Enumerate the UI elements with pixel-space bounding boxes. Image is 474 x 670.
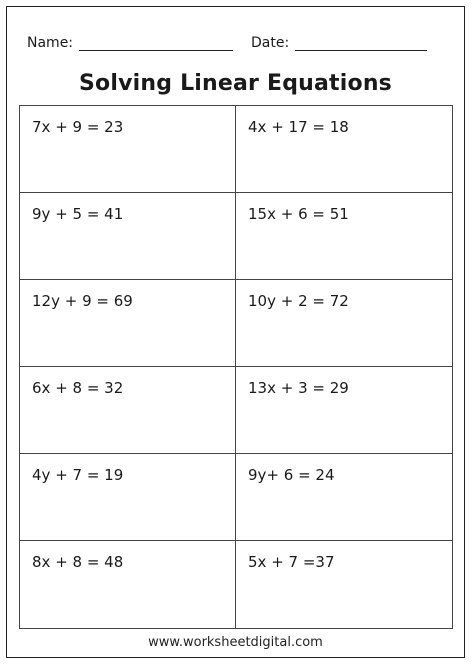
- equation-cell: 9y+ 6 = 24: [236, 454, 452, 541]
- equations-grid: [19, 105, 453, 629]
- name-field: [27, 35, 233, 51]
- equation-cell: 9y + 5 = 41: [20, 193, 236, 280]
- worksheet-page: [6, 6, 465, 658]
- date-field: [251, 35, 427, 51]
- equation-cell: 6x + 8 = 32: [20, 367, 236, 454]
- header-row: [27, 35, 444, 57]
- equation-cell: 7x + 9 = 23: [20, 106, 236, 193]
- name-label: Name:: [27, 35, 74, 51]
- equation-cell: 15x + 6 = 51: [236, 193, 452, 280]
- equation-cell: 5x + 7 =37: [248, 553, 335, 571]
- worksheet-title: Solving Linear Equations: [79, 71, 392, 96]
- equation-cell: 12y + 9 = 69: [20, 280, 236, 367]
- equation-cell: 13x + 3 = 29: [236, 367, 452, 454]
- equation-cell: 8x + 8 = 48: [20, 541, 236, 628]
- equation-cell: 4x + 17 = 18: [236, 106, 452, 193]
- equation-cell: 10y + 2 = 72: [236, 280, 452, 367]
- date-label: Date:: [251, 35, 290, 51]
- date-blank-line: [295, 36, 427, 51]
- name-blank-line: [79, 36, 233, 51]
- footer-website: www.worksheetdigital.com: [148, 635, 323, 650]
- equation-cell: 4y + 7 = 19: [20, 454, 236, 541]
